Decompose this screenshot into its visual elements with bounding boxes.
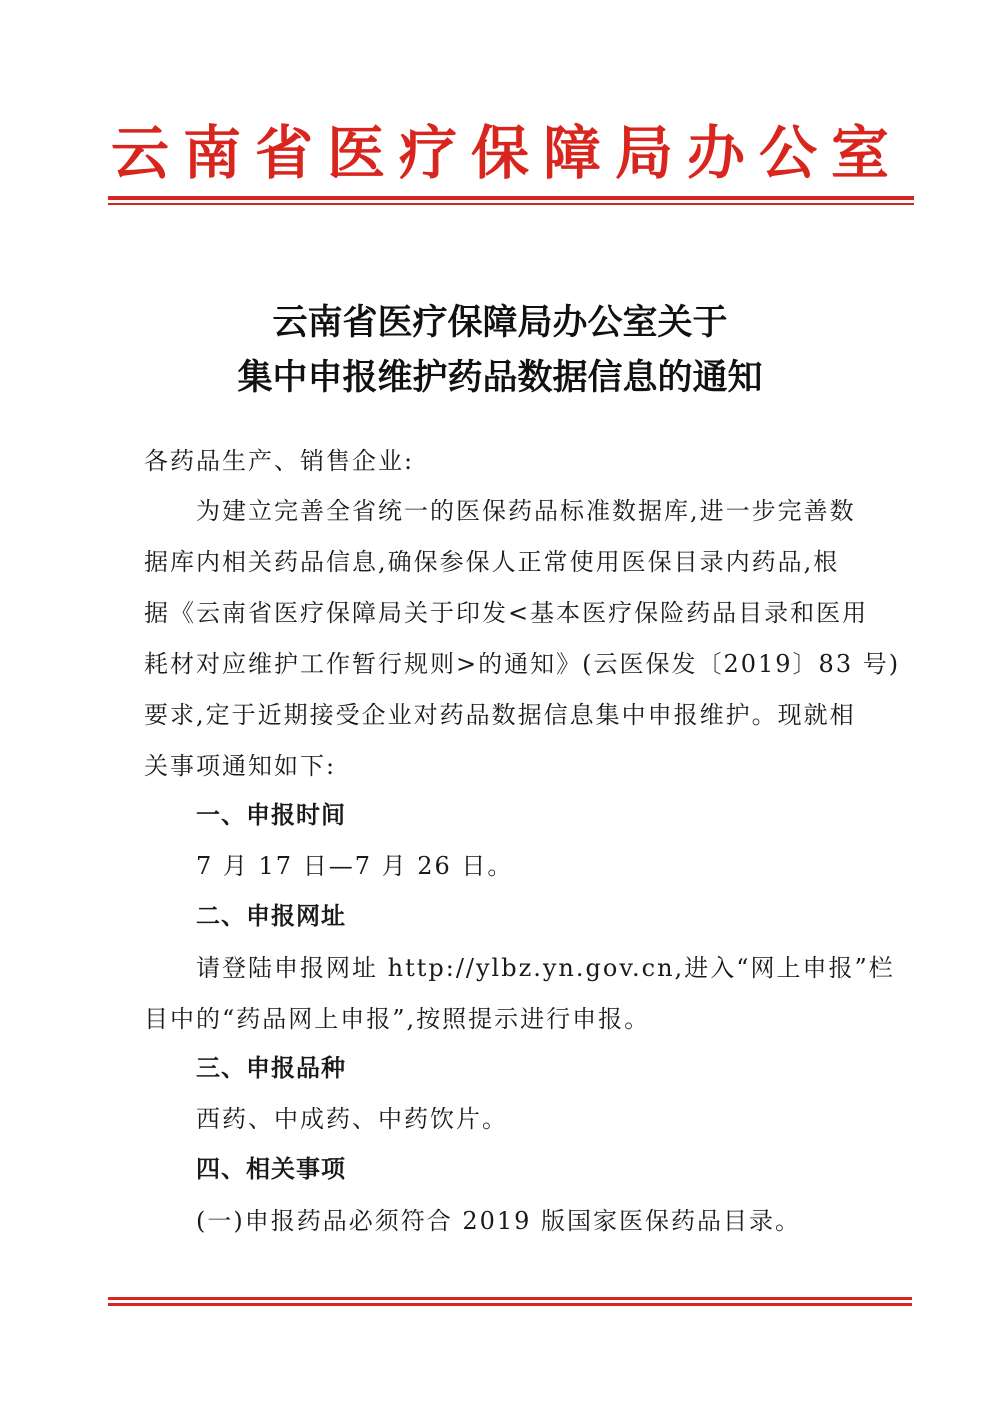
intro-line-3: 据《云南省医疗保障局关于印发<基本医疗保险药品目录和医用 [144, 599, 869, 627]
header-rule-thin-line [108, 203, 914, 205]
intro-line-1: 为建立完善全省统一的医保药品标准数据库,进一步完善数 [196, 497, 856, 525]
footer-rule-line-1 [108, 1297, 912, 1300]
section-website-line-1: 请登陆申报网址 http://ylbz.yn.gov.cn,进入“网上申报”栏 [196, 954, 895, 982]
footer-rule-line-2 [108, 1303, 912, 1306]
section-heading-varieties: 三、申报品种 [196, 1054, 346, 1082]
header-rule-thick-line [108, 196, 914, 200]
document-title-line-1: 云南省医疗保障局办公室关于 [272, 302, 728, 343]
section-heading-related: 四、相关事项 [196, 1155, 346, 1183]
issuing-office-header: 云南省医疗保障局办公室 [110, 119, 903, 187]
section-varieties-text: 西药、中成药、中药饮片。 [196, 1105, 508, 1133]
intro-line-5: 要求,定于近期接受企业对药品数据信息集中申报维护。现就相 [144, 701, 856, 729]
intro-line-6: 关事项通知如下: [144, 752, 337, 780]
section-heading-time: 一、申报时间 [196, 801, 346, 829]
header-red-rule [108, 196, 914, 206]
section-website-line-2: 目中的“药品网上申报”,按照提示进行申报。 [144, 1005, 651, 1033]
intro-line-2: 据库内相关药品信息,确保参保人正常使用医保目录内药品,根 [144, 548, 840, 576]
salutation: 各药品生产、销售企业: [144, 447, 415, 475]
section-time-text: 7 月 17 日—7 月 26 日。 [196, 852, 514, 880]
footer-red-rule [108, 1297, 912, 1307]
document-title-line-2: 集中申报维护药品数据信息的通知 [237, 357, 763, 398]
section-related-item-1: (一)申报药品必须符合 2019 版国家医保药品目录。 [196, 1207, 802, 1235]
intro-line-4: 耗材对应维护工作暂行规则>的通知》(云医保发〔2019〕83 号) [144, 650, 901, 678]
section-heading-website: 二、申报网址 [196, 902, 346, 930]
